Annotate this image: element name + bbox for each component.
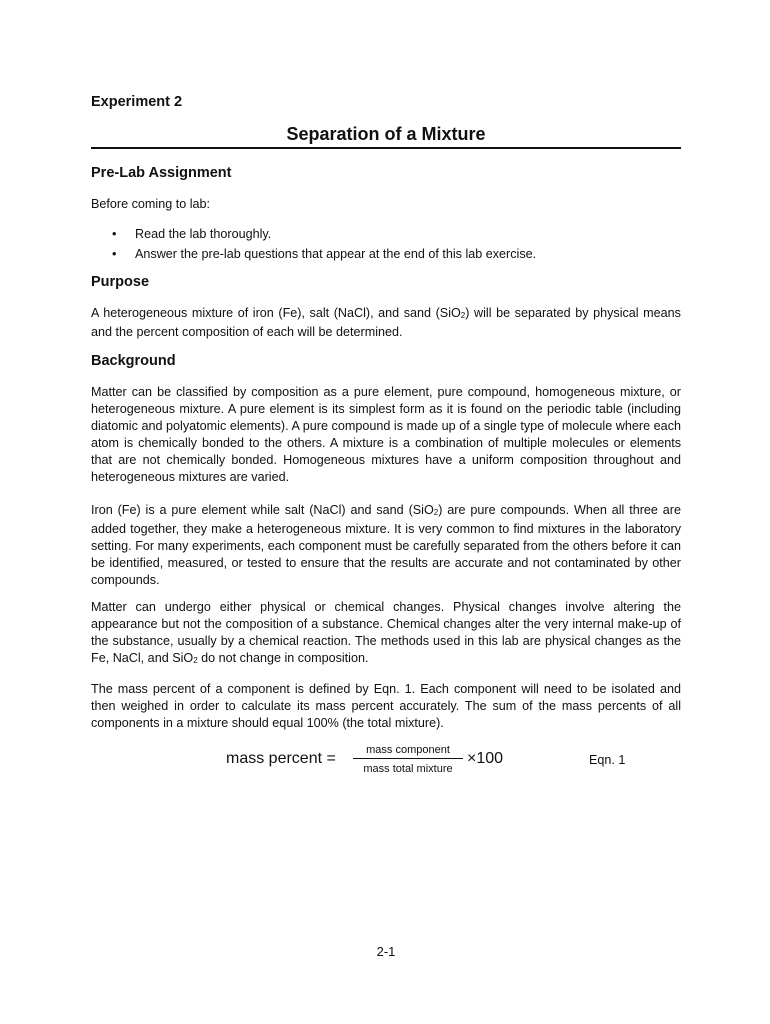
list-item: • Read the lab thoroughly. bbox=[91, 224, 536, 244]
background-heading: Background bbox=[91, 353, 176, 369]
equation-lhs: mass percent = bbox=[226, 750, 336, 767]
background-paragraph-3: Matter can undergo either physical or chemical changes. Physical changes involve altering the appearance but not the composition of a substance. Chemical changes alter the very internal make-up of the substance, usually by a chemical reaction. The methods used in this lab are physical changes as the Fe, NaCl, and SiO$_2$ do not change in composition. bbox=[91, 600, 681, 665]
page-title: Separation of a Mixture bbox=[286, 124, 486, 144]
equation-fraction bbox=[353, 744, 463, 775]
page-number: 2-1 bbox=[376, 944, 396, 959]
equation-multiplier: ×100 bbox=[467, 750, 504, 767]
list-item: • Answer the pre-lab questions that appear at the end of this lab exercise. bbox=[91, 244, 536, 264]
purpose-heading: Purpose bbox=[91, 274, 150, 290]
background-paragraph-4: The mass percent of a component is defined by Eqn. 1. Each component will need to be isolated and then weighed in order to calculate its mass percent accurately. The sum of the mass percents of all components in a mixture should equal 100% (the total mixture). bbox=[91, 682, 681, 730]
prelab-intro: Before coming to lab: bbox=[91, 197, 211, 211]
prelab-list bbox=[91, 224, 536, 264]
background-paragraph-1: Matter can be classified by composition as a pure element, pure compound, homogeneous mixture, or heterogeneous mixture. A pure element is its simplest form as it is found on the periodic table (including diatomic and polyatomic elements). A pure compound is made up of a single type of molecule where each atom is chemically bonded to the others. A mixture is a combination of multiple molecules or elements that are not chemically bonded. Homogeneous mixtures have a uniform composition throughout and heterogeneous mixtures are varied. bbox=[91, 385, 681, 484]
mass-percent-equation bbox=[91, 741, 681, 781]
bullet-icon: • bbox=[112, 247, 117, 261]
equation-numerator: mass component bbox=[353, 744, 463, 759]
experiment-label: Experiment 2 bbox=[91, 94, 183, 110]
equation-denominator: mass total mixture bbox=[363, 763, 453, 775]
equation-label: Eqn. 1 bbox=[589, 753, 626, 767]
background-paragraph-2: Iron (Fe) is a pure element while salt (NaCl) and sand (SiO$_2$) are pure compounds. When all three are added together, they make a heterogeneous mixture. It is very common to find mixtures in the laboratory setting. For many experiments, each component must be carefully separated from the others before it can be identified, measured, or tested to ensure that the results are accurate and not contaminated by other compounds. bbox=[91, 503, 681, 587]
purpose-text: A heterogeneous mixture of iron (Fe), salt (NaCl), and sand (SiO$_2$) will be separated by physical means and the percent composition of each will be determined. bbox=[91, 306, 681, 339]
prelab-heading: Pre-Lab Assignment bbox=[91, 165, 232, 181]
bullet-icon: • bbox=[112, 227, 117, 241]
title-underline bbox=[91, 147, 681, 149]
